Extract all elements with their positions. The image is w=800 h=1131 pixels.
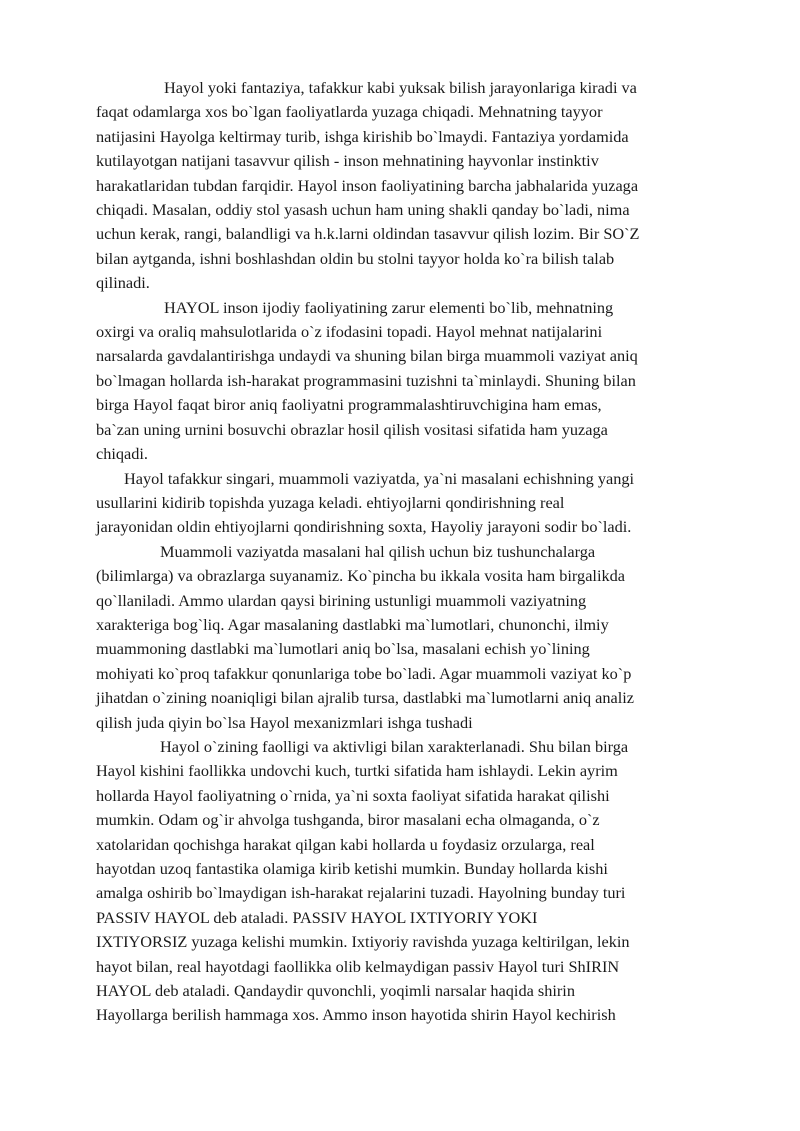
text-line: birga Hayol faqat biror aniq faoliyatni programmalashtiruvchigina ham emas,: [96, 395, 602, 415]
paragraph: [96, 296, 736, 467]
text-line: xarakteriga bog`liq. Agar masalaning dastlabki ma`lumotlari, chunonchi, ilmiy: [96, 614, 609, 634]
text-line: mumkin. Odam og`ir ahvolga tushganda, biror masalani echa olmaganda, o`z: [96, 810, 600, 830]
text-line: Muammoli vaziyatda masalani hal qilish uchun biz tushunchalarga: [160, 541, 596, 561]
text-line: natijasini Hayolga keltirmay turib, ishga kirishib bo`lmaydi. Fantaziya yordamida: [96, 126, 629, 146]
text-line: narsalarda gavdalantirishga undaydi va shuning bilan birga muammoli vaziyat aniq: [96, 346, 638, 366]
text-line: Hayollarga berilish hammaga xos. Ammo inson hayotida shirin Hayol kechirish: [96, 1005, 616, 1025]
text-line: hayotdan uzoq fantastika olamiga kirib ketishi mumkin. Bunday hollarda kishi: [96, 859, 608, 878]
text-line: oxirgi va oraliq mahsulotlarida o`z ifodasini topadi. Hayol mehnat natijalarini: [96, 322, 603, 342]
text-line: muammoning dastlabki ma`lumotlari aniq bo`lsa, masalani echish yo`lining: [96, 639, 590, 659]
paragraph: [96, 540, 736, 735]
text-line: usullarini kidirib topishda yuzaga keladi. ehtiyojlarni qondirishning real: [96, 492, 565, 512]
text-line: (bilimlarga) va obrazlarga suyanamiz. Ko`pincha bu ikkala vosita ham birgalikda: [96, 566, 625, 586]
text-line: qo`llaniladi. Ammo ulardan qaysi birining ustunligi muammoli vaziyatning: [96, 590, 587, 610]
text-line: uchun kerak, rangi, balandligi va h.k.larni oldindan tasavvur qilish lozim. Bir SO`Z: [96, 224, 640, 244]
paragraph: [96, 76, 736, 296]
text-line: Hayol yoki fantaziya, tafakkur kabi yuksak bilish jarayonlariga kiradi va: [164, 78, 637, 97]
paragraph: [96, 467, 736, 540]
text-line: xatolaridan qochishga harakat qilgan kabi hollarda u foydasiz orzularga, real: [96, 834, 595, 854]
text-line: IXTIYORSIZ yuzaga kelishi mumkin. Ixtiyoriy ravishda yuzaga keltirilgan, lekin: [96, 932, 630, 952]
paragraph: [96, 735, 736, 1028]
text-line: HAYOL inson ijodiy faoliyatining zarur elementi bo`lib, mehnatning: [164, 297, 614, 317]
text-line: chiqadi. Masalan, oddiy stol yasash uchun ham uning shakli qanday bo`ladi, nima: [96, 200, 630, 220]
text-line: mohiyati ko`proq tafakkur qonunlariga tobe bo`ladi. Agar muammoli vaziyat ko`p: [96, 663, 632, 683]
text-line: chiqadi.: [96, 444, 148, 464]
text-line: faqat odamlarga xos bo`lgan faoliyatlarda yuzaga chiqadi. Mehnatning tayyor: [96, 102, 603, 122]
text-line: amalga oshirib bo`lmaydigan ish-harakat rejalarini tuzadi. Hayolning bunday turi: [96, 883, 626, 903]
text-line: bo`lmagan hollarda ish-harakat programmasini tuzishni ta`minlaydi. Shuning bilan: [96, 370, 636, 390]
text-line: jarayonidan oldin ehtiyojlarni qondirishning soxta, Hayoliy jarayoni sodir bo`ladi.: [96, 517, 632, 537]
text-line: ba`zan uning urnini bosuvchi obrazlar hosil qilish vositasi sifatida ham yuzaga: [96, 419, 608, 439]
text-line: jihatdan o`zining noaniqligi bilan ajralib tursa, dastlabki ma`lumotlarni aniq analiz: [96, 688, 635, 708]
text-line: HAYOL deb ataladi. Qandaydir quvonchli, yoqimli narsalar haqida shirin: [96, 981, 575, 1001]
text-line: qilish juda qiyin bo`lsa Hayol mexanizmlari ishga tushadi: [96, 712, 473, 732]
text-line: Hayol tafakkur singari, muammoli vaziyatda, ya`ni masalani echishning yangi: [124, 468, 634, 488]
text-line: bilan aytganda, ishni boshlashdan oldin bu stolni tayyor holda ko`ra bilish talab: [96, 248, 615, 268]
text-line: Hayol o`zining faolligi va aktivligi bilan xarakterlanadi. Shu bilan birga: [160, 736, 629, 756]
text-line: kutilayotgan natijani tasavvur qilish - inson mehnatining hayvonlar instinktiv: [96, 151, 599, 171]
text-line: harakatlaridan tubdan farqidir. Hayol inson faoliyatining barcha jabhalarida yuzaga: [96, 175, 639, 195]
text-line: PASSIV HAYOL deb ataladi. PASSIV HAYOL IXTIYORIY YOKI: [96, 907, 538, 927]
text-line: hayot bilan, real hayotdagi faollikka olib kelmaydigan passiv Hayol turi ShIRIN: [96, 956, 620, 976]
text-line: Hayol kishini faollikka undovchi kuch, turtki sifatida ham ishlaydi. Lekin ayrim: [96, 761, 618, 781]
text-line: hollarda Hayol faoliyatning o`rnida, ya`ni soxta faoliyat sifatida harakat qilishi: [96, 785, 610, 805]
document-body: [96, 76, 736, 1028]
text-line: qilinadi.: [96, 273, 150, 293]
